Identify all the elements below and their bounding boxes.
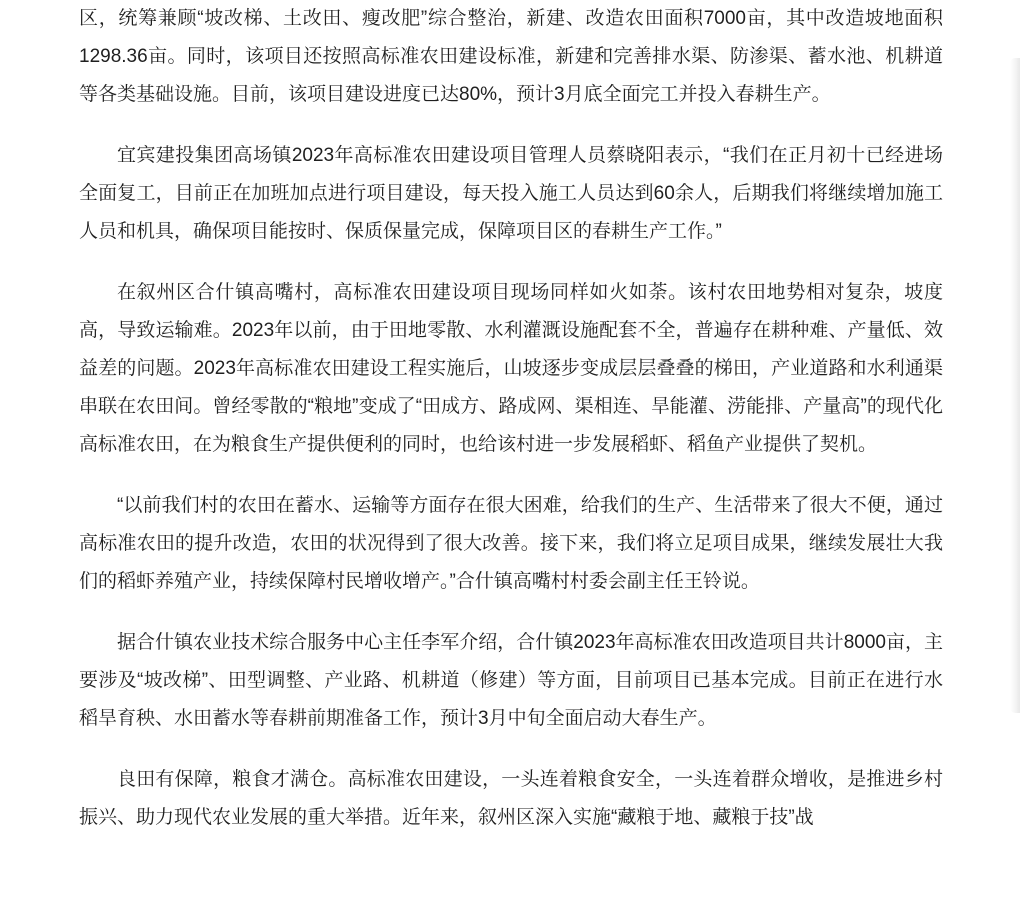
paragraph: 在叙州区合什镇高嘴村，高标准农田建设项目现场同样如火如荼。该村农田地势相对复杂，坡度高，导致运输难。2023年以前，由于田地零散、水利灌溉设施配套不全，普遍存在耕种难、产量低、效益差的问题。2023年高标准农田建设工程实施后，山坡逐步变成层层叠叠的梯田，产业道路和水利通渠串联在农田间。曾经零散的“粮地”变成了“田成方、路成网、渠相连、旱能灌、涝能排、产量高”的现代化高标准农田，在为粮食生产提供便利的同时，也给该村进一步发展稻虾、稻鱼产业提供了契机。 <box>79 282 943 455</box>
article-body <box>79 0 943 860</box>
paragraph: 宜宾建投集团高场镇2023年高标准农田建设项目管理人员蔡晓阳表示，“我们在正月初十已经进场全面复工，目前正在加班加点进行项目建设，每天投入施工人员达到60余人，后期我们将继续增加施工人员和机具，确保项目能按时、保质保量完成，保障项目区的春耕生产工作。” <box>79 145 943 242</box>
scrollbar-thumb[interactable] <box>1010 58 1020 713</box>
paragraph: 区，统筹兼顾“坡改梯、土改田、瘦改肥”综合整治，新建、改造农田面积7000亩，其中改造坡地面积1298.36亩。同时，该项目还按照高标准农田建设标准，新建和完善排水渠、防渗渠、蓄水池、机耕道等各类基础设施。目前，该项目建设进度已达80%，预计3月底全面完工并投入春耕生产。 <box>79 8 943 105</box>
paragraph: “以前我们村的农田在蓄水、运输等方面存在很大困难，给我们的生产、生活带来了很大不便，通过高标准农田的提升改造，农田的状况得到了很大改善。接下来，我们将立足项目成果，继续发展壮大我们的稻虾养殖产业，持续保障村民增收增产。”合什镇高嘴村村委会副主任王铃说。 <box>79 495 943 592</box>
paragraph: 良田有保障，粮食才满仓。高标准农田建设，一头连着粮食安全，一头连着群众增收，是推进乡村振兴、助力现代农业发展的重大举措。近年来，叙州区深入实施“藏粮于地、藏粮于技”战 <box>79 769 943 828</box>
scrollbar-track[interactable] <box>1008 0 1020 914</box>
paragraph: 据合什镇农业技术综合服务中心主任李军介绍，合什镇2023年高标准农田改造项目共计8000亩，主要涉及“坡改梯”、田型调整、产业路、机耕道（修建）等方面，目前项目已基本完成。目前正在进行水稻旱育秧、水田蓄水等春耕前期准备工作，预计3月中旬全面启动大春生产。 <box>79 632 943 729</box>
